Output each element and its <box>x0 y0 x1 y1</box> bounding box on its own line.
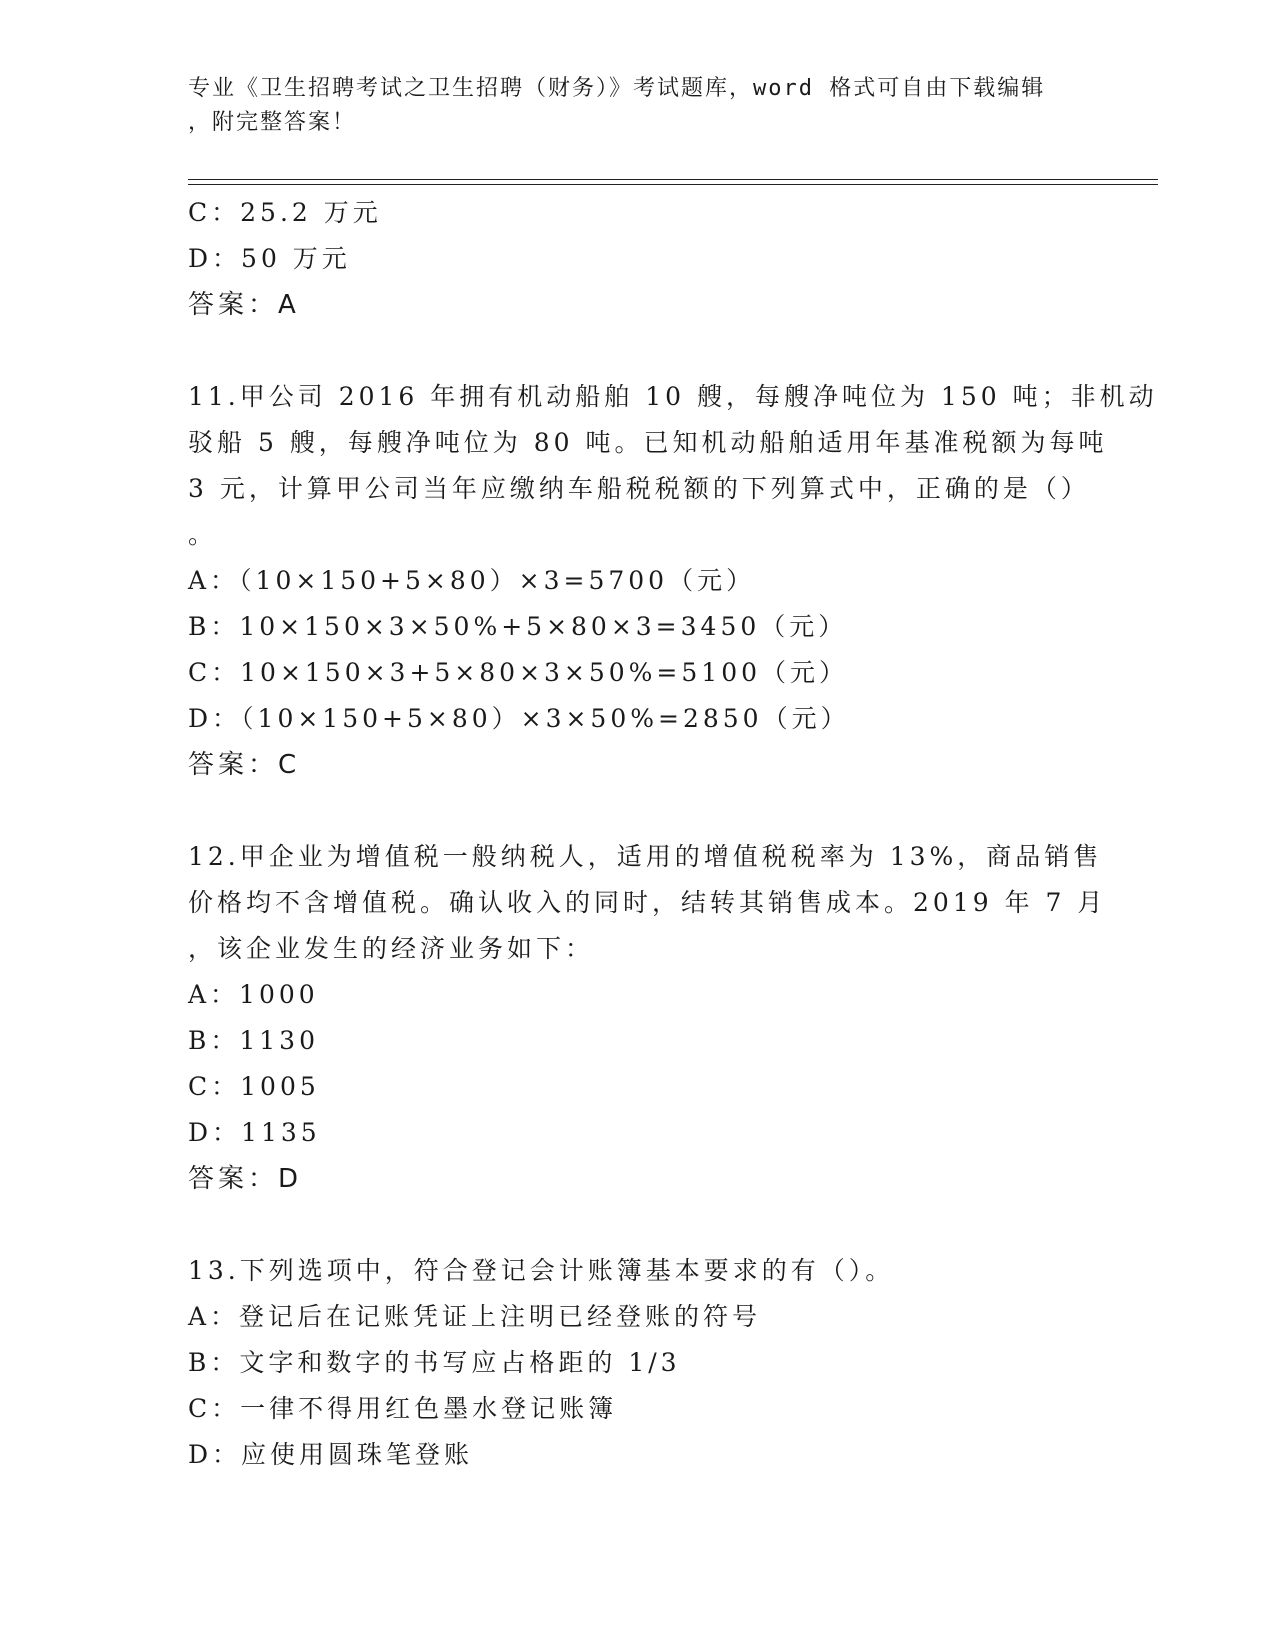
question-stem-line: 11.甲公司 2016 年拥有机动船舶 10 艘，每艘净吨位为 150 吨；非机动 <box>188 382 1158 411</box>
option-d: D：（10×150+5×80）×3×50%=2850（元） <box>188 704 850 733</box>
question-13 <box>188 1248 1088 1478</box>
question-stem-line: 价格均不含增值税。确认收入的同时，结转其销售成本。2019 年 7 月 <box>188 888 1107 917</box>
option-a: A：1000 <box>188 980 319 1009</box>
answer-line: 答案：C <box>188 750 301 780</box>
option-d: D：1135 <box>188 1118 321 1147</box>
header-divider-top <box>188 179 1158 180</box>
document-header <box>188 72 1088 140</box>
question-12 <box>188 834 1107 1202</box>
question-stem-line: 12.甲企业为增值税一般纳税人，适用的增值税税率为 13%，商品销售 <box>188 842 1103 871</box>
question-stem-line: 13.下列选项中，符合登记会计账簿基本要求的有（）。 <box>188 1256 895 1285</box>
answer-line: 答案：A <box>188 290 300 320</box>
option-c: C：一律不得用红色墨水登记账簿 <box>188 1394 618 1423</box>
option-c: C：25.2 万元 <box>188 198 382 227</box>
header-line-2: ，附完整答案！ <box>188 110 357 135</box>
document-body <box>188 190 1158 1478</box>
option-d: D：50 万元 <box>188 244 351 273</box>
option-d: D：应使用圆珠笔登账 <box>188 1440 474 1469</box>
option-c: C：10×150×3+5×80×3×50%=5100（元） <box>188 658 849 687</box>
previous-question-tail <box>188 190 1088 328</box>
question-stem-line: 驳船 5 艘，每艘净吨位为 80 吨。已知机动船舶适用年基准税额为每吨 <box>188 428 1108 457</box>
option-b: B：1130 <box>188 1026 319 1055</box>
option-b: B：10×150×3×50%+5×80×3=3450（元） <box>188 612 848 641</box>
option-a: A：（10×150+5×80）×3=5700（元） <box>188 566 756 595</box>
question-11 <box>188 374 1158 788</box>
question-stem-line: ，该企业发生的经济业务如下： <box>188 934 595 963</box>
header-divider-bottom <box>188 184 1158 185</box>
question-stem-line: 。 <box>188 520 218 549</box>
option-b: B：文字和数字的书写应占格距的 1/3 <box>188 1348 681 1377</box>
question-stem-line: 3 元，计算甲公司当年应缴纳车船税税额的下列算式中，正确的是（） <box>188 474 1090 503</box>
option-a: A：登记后在记账凭证上注明已经登账的符号 <box>188 1302 762 1331</box>
header-line-1: 专业《卫生招聘考试之卫生招聘（财务）》考试题库，word 格式可自由下载编辑 <box>188 76 1046 101</box>
answer-line: 答案：D <box>188 1164 303 1194</box>
option-c: C：1005 <box>188 1072 320 1101</box>
